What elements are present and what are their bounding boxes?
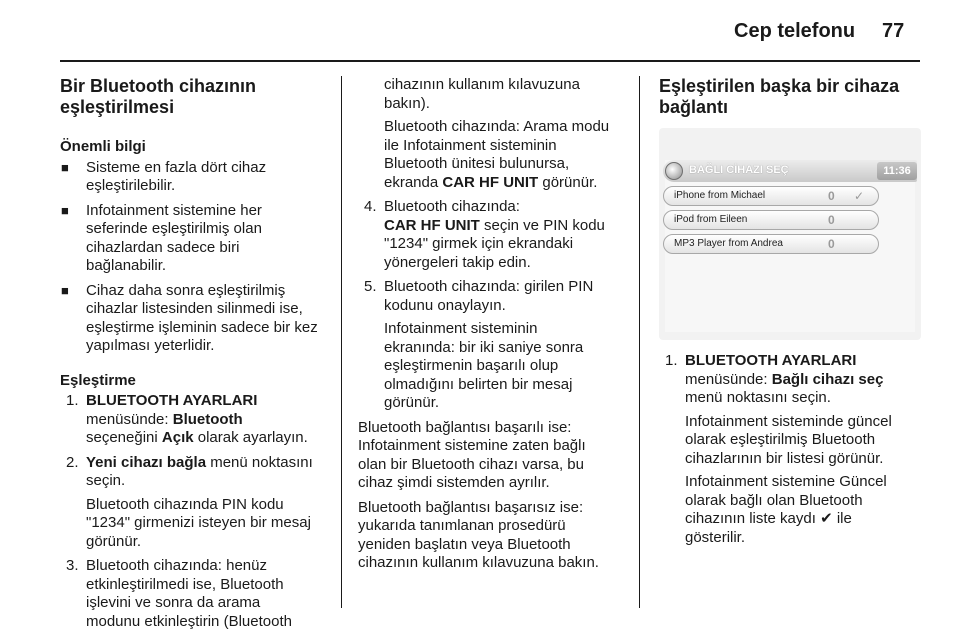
paragraph-failure: Bluetooth bağlantısı başarısız ise: yukarıda tanımlanan prosedürü yeniden başlatın veya Bluetooth cihazının kullanım kılavuzuna bakın. (358, 498, 599, 571)
step-item: 2. Yeni cihazı bağla menü noktasını seçin. Bluetooth cihazında PIN kodu "1234" girmenizi isteyen bir mesaj görünür. (66, 453, 313, 550)
step-item: 1. BLUETOOTH AYARLARI menüsünde: Bluetooth seçeneğini Açık olarak ayarlayın. (66, 392, 308, 446)
screen-header (663, 160, 917, 182)
phone-icon: 0 (828, 189, 835, 203)
checkmark-icon: ✔ (820, 510, 833, 527)
section-heading-pairing: Bir Bluetooth cihazının eşleştirilmesi (60, 76, 256, 117)
step3-continuation: cihazının kullanım kılavuzuna bakın). Bluetooth cihazında: Arama modu ile Infotainment sisteminin Bluetooth ünitesi bulunursa, ekranda CAR HF UNIT görünür. (384, 76, 610, 191)
section-title: Cep telefonu (734, 20, 856, 42)
column-divider-2 (639, 76, 640, 608)
screen-title: BAĞLI CİHAZI SEÇ (689, 164, 789, 176)
paragraph-success: Bluetooth bağlantısı başarılı ise: Infotainment sistemine zaten bağlı olan bir Bluetooth cihazı varsa, bu cihaz şimdi sistemden ayrılır. (358, 418, 586, 491)
bullet-item: ■ Infotainment sistemine her seferinde eşleştirilmiş olan cihazlardan sadece biri bağlanabilir. (61, 201, 262, 274)
step-item: 5. Bluetooth cihazında: girilen PIN kodunu onaylayın. Infotainment sisteminin ekranında: bir iki saniye sonra eşleştirmenin başarılı olup olmadığını belirten bir mesaj görünür. (364, 278, 594, 411)
header-divider (60, 60, 920, 62)
device-list-item[interactable]: iPod from Eileen 0 (663, 210, 879, 230)
middle-column (358, 76, 633, 573)
step-item: 4. Bluetooth cihazında: CAR HF UNIT seçin ve PIN kodu "1234" girmek için ekrandaki yönergeleri takip edin. (364, 198, 605, 271)
bullet-icon: ■ (61, 282, 69, 298)
bullet-icon: ■ (61, 159, 69, 175)
page-header (0, 0, 960, 60)
section-heading-connect: Eşleştirilen başka bir cihaza bağlantı (659, 76, 900, 117)
brand-logo-icon (665, 162, 683, 180)
infotainment-screen-image (659, 128, 921, 340)
bullet-icon: ■ (61, 202, 69, 218)
important-info-title: Önemli bilgi (60, 138, 146, 155)
phone-icon: 0 (828, 213, 835, 227)
column-divider-1 (341, 76, 342, 608)
step-item: 1. BLUETOOTH AYARLARI menüsünde: Bağlı cihazı seç menü noktasını seçin. Infotainment sisteminde güncel olarak eşleştirilmiş Bluetooth cihazlarının bir listesi görünür. Infotainment sistemine Güncel olarak bağlı olan Bluetooth cihazının liste kaydı ✔ ile gösterilir. (665, 352, 892, 546)
check-icon: ✓ (854, 189, 865, 203)
left-column (60, 76, 335, 631)
device-list-item[interactable]: iPhone from Michael 0 ✓ (663, 186, 879, 206)
right-column (659, 76, 929, 118)
pairing-title: Eşleştirme (60, 371, 136, 389)
device-list-item[interactable]: MP3 Player from Andrea 0 (663, 234, 879, 254)
page-number: 77 (882, 20, 905, 42)
phone-icon: 0 (828, 237, 835, 251)
right-steps (659, 352, 929, 547)
bullet-item: ■ Sisteme en fazla dört cihaz eşleştirilebilir. (61, 158, 267, 194)
screen-clock: 11:36 (877, 162, 917, 180)
step-item: 3. Bluetooth cihazında: henüz etkinleştirilmedi ise, Bluetooth işlevini ve sonra da arama modunu etkinleştirin (Bluetooth (66, 557, 292, 630)
bullet-item: ■ Cihaz daha sonra eşleştirilmiş cihazlar listesinden silinmedi ise, eşleştirme işleminin sadece bir kez yapılması yeterlidir. (61, 281, 318, 354)
